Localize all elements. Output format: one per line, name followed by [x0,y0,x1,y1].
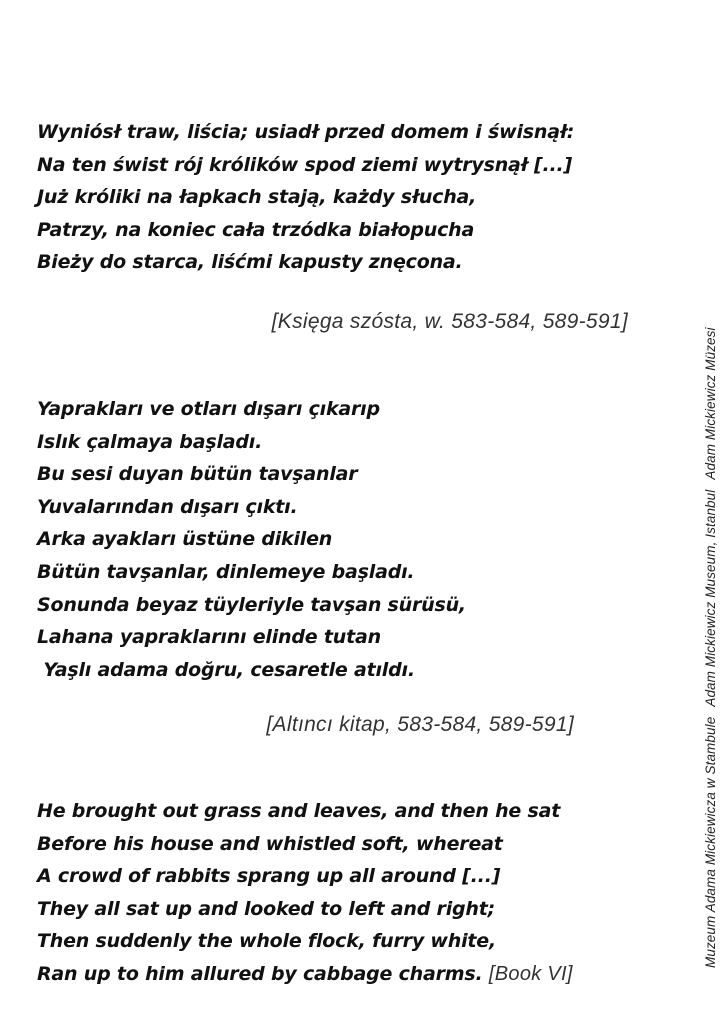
polish-line: Wyniósł traw, liścia; usiadł przed domem i świsnął: [37,121,575,143]
museum-caption-english: Adam Mickiewicz Museum, Istanbul [703,489,718,707]
english-line: Then suddenly the whole flock, furry white, [37,930,497,953]
polish-line: Już króliki na łapkach stają, każdy słucha, [37,186,477,209]
turkish-stanza [37,393,634,686]
english-line-with-citation [37,958,634,991]
english-stanza [37,795,634,991]
polish-stanza [37,116,634,279]
english-line: They all sat up and looked to left and right; [37,897,496,920]
turkish-line: Bütün tavşanlar, dinlemeye başladı. [37,560,415,583]
turkish-line: Islık çalmaya başladı. [37,430,263,453]
turkish-line: Arka ayakları üstüne dikilen [37,528,333,551]
english-line: A crowd of rabbits sprang up all around [...] [37,865,501,888]
turkish-citation: [Altıncı kitap, 583-584, 589-591] [266,713,574,736]
turkish-line: Bu sesi duyan bütün tavşanlar [37,463,358,486]
museum-caption [703,327,718,968]
english-citation: [Book VI] [488,962,573,985]
english-line-text: Ran up to him allured by cabbage charms. [37,962,483,985]
museum-caption-turkish: Adam Mickiewicz Müzesi [703,327,718,480]
turkish-line: Lahana yapraklarını elinde tutan [37,626,381,649]
polish-citation: [Księga szósta, w. 583-584, 589-591] [271,310,628,333]
museum-caption-polish: Muzeum Adama Mickiewicza w Stambule [703,716,718,968]
turkish-line: Yaşlı adama doğru, cesaretle atıldı. [37,658,415,681]
turkish-line: Yaprakları ve otları dışarı çıkarıp [37,398,380,420]
turkish-line: Sonunda beyaz tüyleriyle tavşan sürüsü, [37,593,466,616]
english-line: Before his house and whistled soft, whereat [37,832,503,855]
polish-line: Bieży do starca, liśćmi kapusty znęcona. [37,251,463,274]
turkish-line: Yuvalarından dışarı çıktı. [37,495,298,518]
polish-line: Patrzy, na koniec cała trzódka białopucha [37,218,475,241]
polish-line: Na ten świst rój królików spod ziemi wytrysnął [...] [37,153,572,176]
english-line: He brought out grass and leaves, and then he sat [37,800,561,822]
